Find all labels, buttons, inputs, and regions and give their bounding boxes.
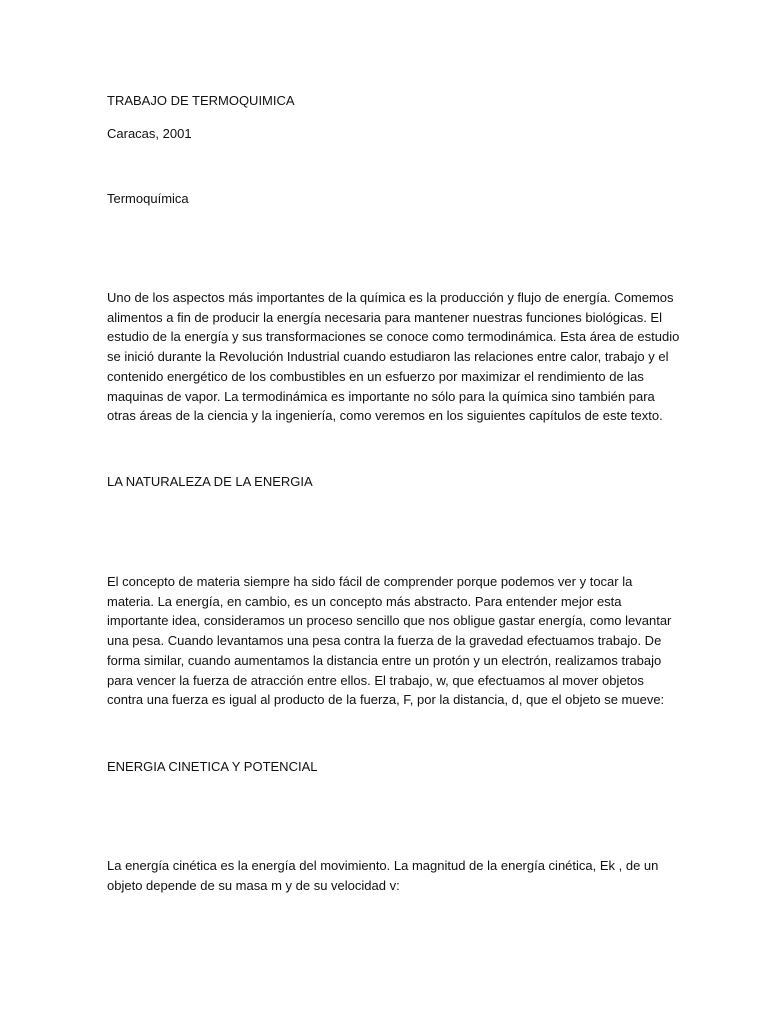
paragraph-line: se inició durante la Revolución Industrial cuando estudiaron las relaciones entre calor, trabajo y el [107,349,669,365]
paragraph-line: objeto depende de su masa m y de su velocidad v: [107,877,400,893]
section-heading-kinetic-potential: ENERGIA CINETICA Y POTENCIAL [107,759,318,774]
kinetic-energy-paragraph [107,856,667,895]
paragraph-line: contenido energético de los combustibles en un esfuerzo por maximizar el rendimiento de las [107,368,644,384]
paragraph-line: contra una fuerza es igual al producto de la fuerza, F, por la distancia, d, que el objeto se mueve: [107,692,665,708]
document-subject: Termoquímica [107,191,189,206]
energy-nature-paragraph [107,572,672,710]
paragraph-line: maquinas de vapor. La termodinámica es importante no sólo para la química sino también para [107,388,655,404]
paragraph-line: Uno de los aspectos más importantes de la química es la producción y flujo de energía. Comemos [107,290,674,305]
paragraph-line: La energía cinética es la energía del movimiento. La magnitud de la energía cinética, Ek , de un [107,858,659,873]
document-title: TRABAJO DE TERMOQUIMICA [107,93,295,108]
paragraph-line: alimentos a fin de producir la energía necesaria para mantener nuestras funciones biológicas. El [107,309,662,325]
paragraph-line: forma similar, cuando aumentamos la distancia entre un protón y un electrón, realizamos trabajo [107,652,662,668]
paragraph-line: una pesa. Cuando levantamos una pesa contra la fuerza de la gravedad efectuamos trabajo. De [107,633,662,649]
intro-paragraph [107,288,680,426]
paragraph-line: importante idea, consideramos un proceso sencillo que nos obligue gastar energía, como levantar [107,613,672,629]
paragraph-line: otras áreas de la ciencia y la ingeniería, como veremos en los siguientes capítulos de este texto. [107,408,663,424]
paragraph-line: materia. La energía, en cambio, es un concepto más abstracto. Para entender mejor esta [107,593,622,609]
section-heading-energy-nature: LA NATURALEZA DE LA ENERGIA [107,474,313,489]
paragraph-line: El concepto de materia siempre ha sido fácil de comprender porque podemos ver y tocar la [107,574,633,589]
document-place-date: Caracas, 2001 [107,126,192,141]
paragraph-line: para vencer la fuerza de atracción entre ellos. El trabajo, w, que efectuamos al mover objetos [107,672,644,688]
paragraph-line: estudio de la energía y sus transformaciones se conoce como termodinámica. Esta área de estudio [107,329,680,345]
